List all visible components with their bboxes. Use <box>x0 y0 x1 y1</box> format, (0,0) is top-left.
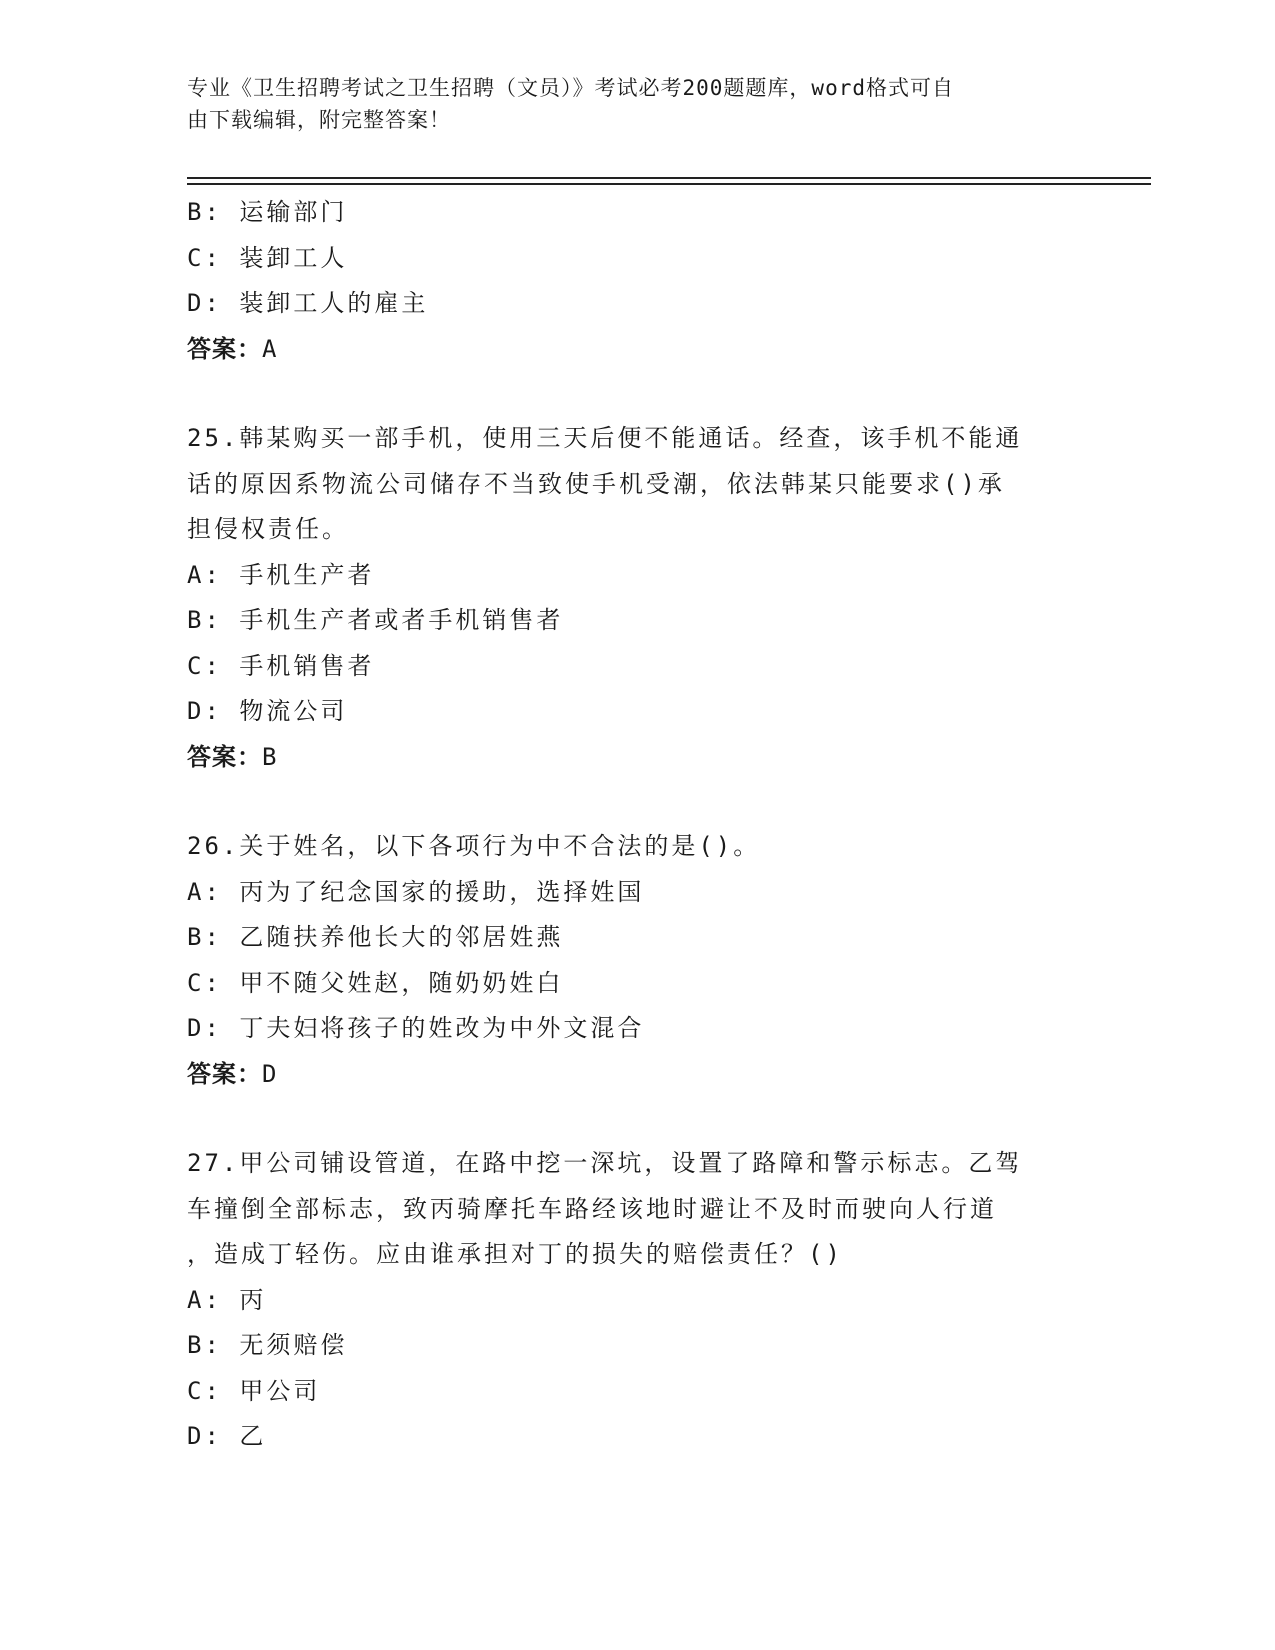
answer-value: B <box>262 742 278 771</box>
answer-value: D <box>262 1059 278 1088</box>
question-24-tail <box>187 190 1087 372</box>
option-b: B: 手机生产者或者手机销售者 <box>187 606 564 634</box>
option-a: A: 丙 <box>187 1285 267 1314</box>
answer-value: A <box>262 334 278 363</box>
question-stem-line: ，造成丁轻伤。应由谁承担对丁的损失的赔偿责任？() <box>187 1240 843 1268</box>
header-line-1: 专业《卫生招聘考试之卫生招聘（文员）》考试必考200题题库，word格式可自 <box>187 76 954 100</box>
option-a: A: 手机生产者 <box>187 560 375 589</box>
question-content <box>187 190 1087 1460</box>
option-d: D: 物流公司 <box>187 697 348 725</box>
question-stem-line: 25.韩某购买一部手机，使用三天后便不能通话。经查，该手机不能通 <box>187 424 1023 452</box>
option-b: B: 无须赔偿 <box>187 1331 348 1359</box>
answer-line <box>187 1052 1087 1098</box>
question-stem-line: 担侵权责任。 <box>187 515 349 543</box>
question-stem-line: 26.关于姓名，以下各项行为中不合法的是()。 <box>187 832 761 860</box>
option-c: C: 甲公司 <box>187 1376 321 1405</box>
question-26 <box>187 824 1087 1097</box>
question-stem-line: 车撞倒全部标志，致丙骑摩托车路经该地时避让不及时而驶向人行道 <box>187 1194 997 1223</box>
option-c: C: 手机销售者 <box>187 651 375 680</box>
answer-line <box>187 327 1087 373</box>
answer-label: 答案： <box>187 334 262 363</box>
question-spacer <box>187 780 1087 824</box>
option-c: C: 装卸工人 <box>187 243 348 272</box>
answer-line <box>187 735 1087 781</box>
answer-label: 答案： <box>187 1059 262 1088</box>
header-divider-top <box>187 177 1151 179</box>
option-b: B: 乙随扶养他长大的邻居姓燕 <box>187 923 564 951</box>
question-spacer <box>187 372 1087 416</box>
answer-label: 答案： <box>187 742 262 771</box>
header-line-2: 由下载编辑，附完整答案！ <box>187 108 451 132</box>
option-c: C: 甲不随父姓赵，随奶奶姓白 <box>187 968 564 997</box>
question-spacer <box>187 1097 1087 1141</box>
option-b: B: 运输部门 <box>187 198 348 226</box>
option-d: D: 乙 <box>187 1422 267 1450</box>
question-25 <box>187 416 1087 780</box>
question-stem-line: 27.甲公司铺设管道，在路中挖一深坑，设置了路障和警示标志。乙驾 <box>187 1149 1023 1177</box>
option-d: D: 丁夫妇将孩子的姓改为中外文混合 <box>187 1014 645 1042</box>
option-d: D: 装卸工人的雇主 <box>187 289 429 317</box>
document-header <box>187 72 1087 136</box>
header-divider-bottom <box>187 183 1151 185</box>
option-a: A: 丙为了纪念国家的援助，选择姓国 <box>187 877 645 906</box>
question-27 <box>187 1141 1087 1460</box>
question-stem-line: 话的原因系物流公司储存不当致使手机受潮，依法韩某只能要求()承 <box>187 469 1005 498</box>
